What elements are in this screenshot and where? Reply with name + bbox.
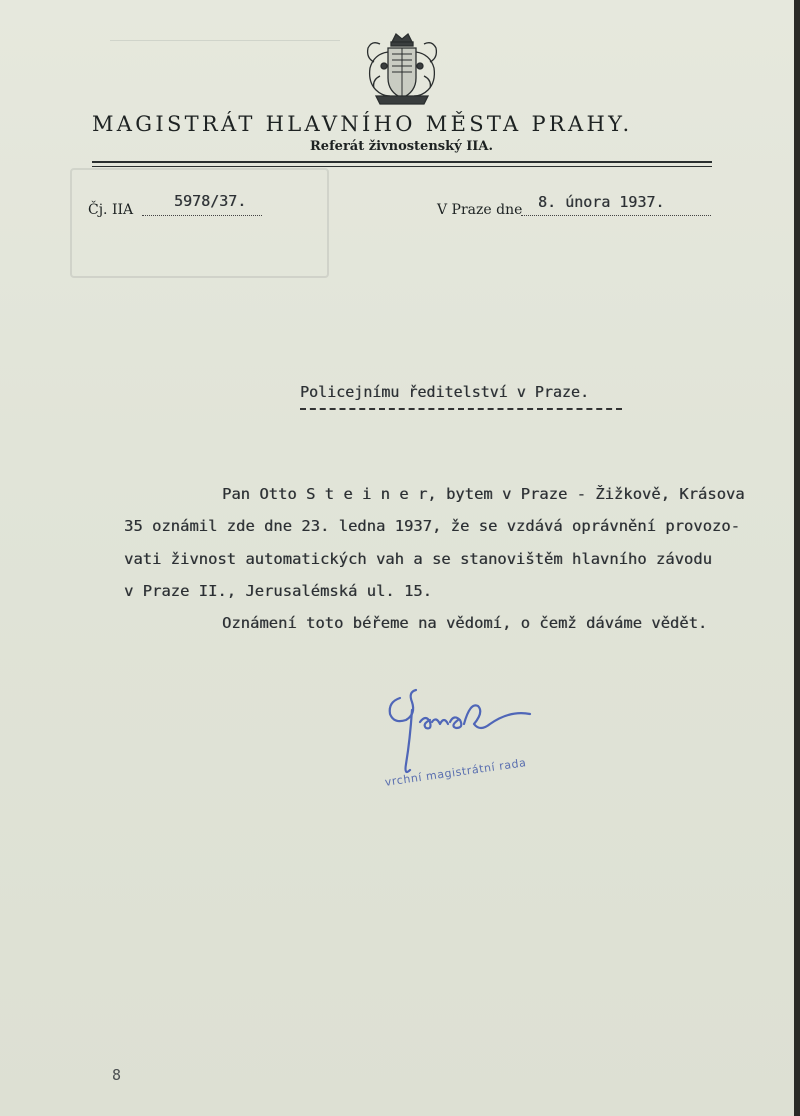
reference-dotted-line [142,215,262,216]
letterhead-department: Referát živnostenský IIA. [310,139,493,154]
body-line-2: 35 oznámil zde dne 23. ledna 1937, že se vzdává oprávnění provozo- [124,517,740,535]
page-mark: 8 [112,1066,122,1084]
date-label: V Praze dne [437,202,523,218]
body-line-3: vati živnost automatických vah a se stanovištěm hlavního závodu [124,550,712,568]
faded-stamp-impression [70,168,329,278]
reference-label: Čj. IIA [88,202,134,218]
page-edge-shadow [794,0,800,1116]
body-line-4: v Praze II., Jerusalémská ul. 15. [124,582,432,600]
body-line-5: Oznámení toto béřeme na vědomí, o čemž dáváme vědět. [222,614,708,632]
faded-stamp-line [110,40,340,69]
date-dotted-line [521,215,711,216]
addressee-underline [300,408,622,410]
letterhead-title: MAGISTRÁT HLAVNÍHO MĚSTA PRAHY. [92,112,633,136]
body-line-1: Pan Otto S t e i n e r, bytem v Praze - Žižkově, Krásova [222,485,745,503]
signatory-title-stamp: vrchní magistrátní rada [384,756,528,789]
date-value: 8. února 1937. [538,193,665,211]
reference-number: 5978/37. [174,192,247,210]
letterhead-rule-thin [92,166,712,167]
prague-coat-of-arms-icon [362,32,442,108]
addressee: Policejnímu ředitelství v Praze. [300,383,589,401]
letterhead-rule-thick [92,161,712,163]
